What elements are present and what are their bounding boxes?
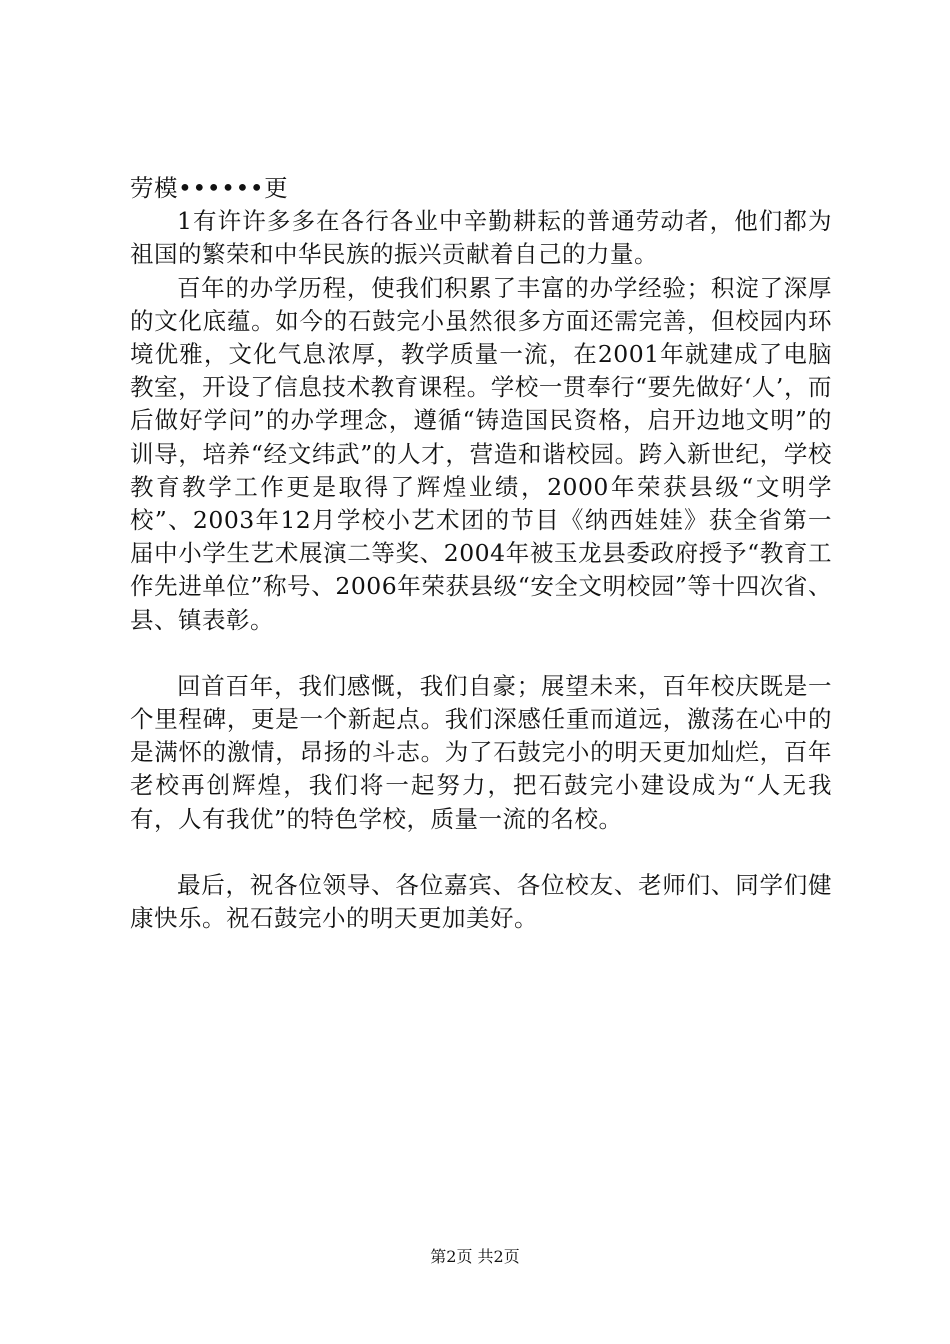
paragraph-future: 回首百年，我们感慨，我们自豪；展望未来，百年校庆既是一个里程碑，更是一个新起点。我们深感任重而道远，激荡在心中的是满怀的激情，昂扬的斗志。为了石鼓完小的明天更加灿烂，百年老校再创辉煌，我们将一起努力，把石鼓完小建设成为“人无我有，人有我优”的特色学校，质量一流的名校。 — [130, 671, 832, 833]
page-number-footer: 第2页 共2页 — [430, 1247, 520, 1266]
paragraph-history: 百年的办学历程，使我们积累了丰富的办学经验；积淀了深厚的文化底蕴。如今的石鼓完小虽然很多方面还需完善，但校园内环境优雅，文化气息浓厚，教学质量一流，在2001年就建成了电脑教室，开设了信息技术教育课程。学校一贯奉行“要先做好‘人’，而后做好学问”的办学理念，遵循“铸造国民资格，启开边地文明”的训导，培养“经文纬武”的人才，营造和谐校园。跨入新世纪，学校教育教学工作更是取得了辉煌业绩，2000年荣获县级“文明学校”、2003年12月学校小艺术团的节目《纳西娃娃》获全省第一届中小学生艺术展演二等奖、2004年被玉龙县委政府授予“教育工作先进单位”称号、2006年荣获县级“安全文明校园”等十四次省、县、镇表彰。 — [130, 273, 832, 634]
paragraph-spacer — [130, 836, 832, 869]
document-body — [130, 172, 832, 935]
paragraph-workers: 1有许许多多在各行各业中辛勤耕耘的普通劳动者，他们都为祖国的繁荣和中华民族的振兴贡献着自己的力量。 — [130, 207, 832, 269]
paragraph-closing: 最后，祝各位领导、各位嘉宾、各位校友、老师们、同学们健康快乐。祝石鼓完小的明天更加美好。 — [130, 870, 832, 933]
paragraph-spacer — [130, 637, 832, 670]
text-line-heading: 劳模••••••更 — [130, 174, 289, 202]
